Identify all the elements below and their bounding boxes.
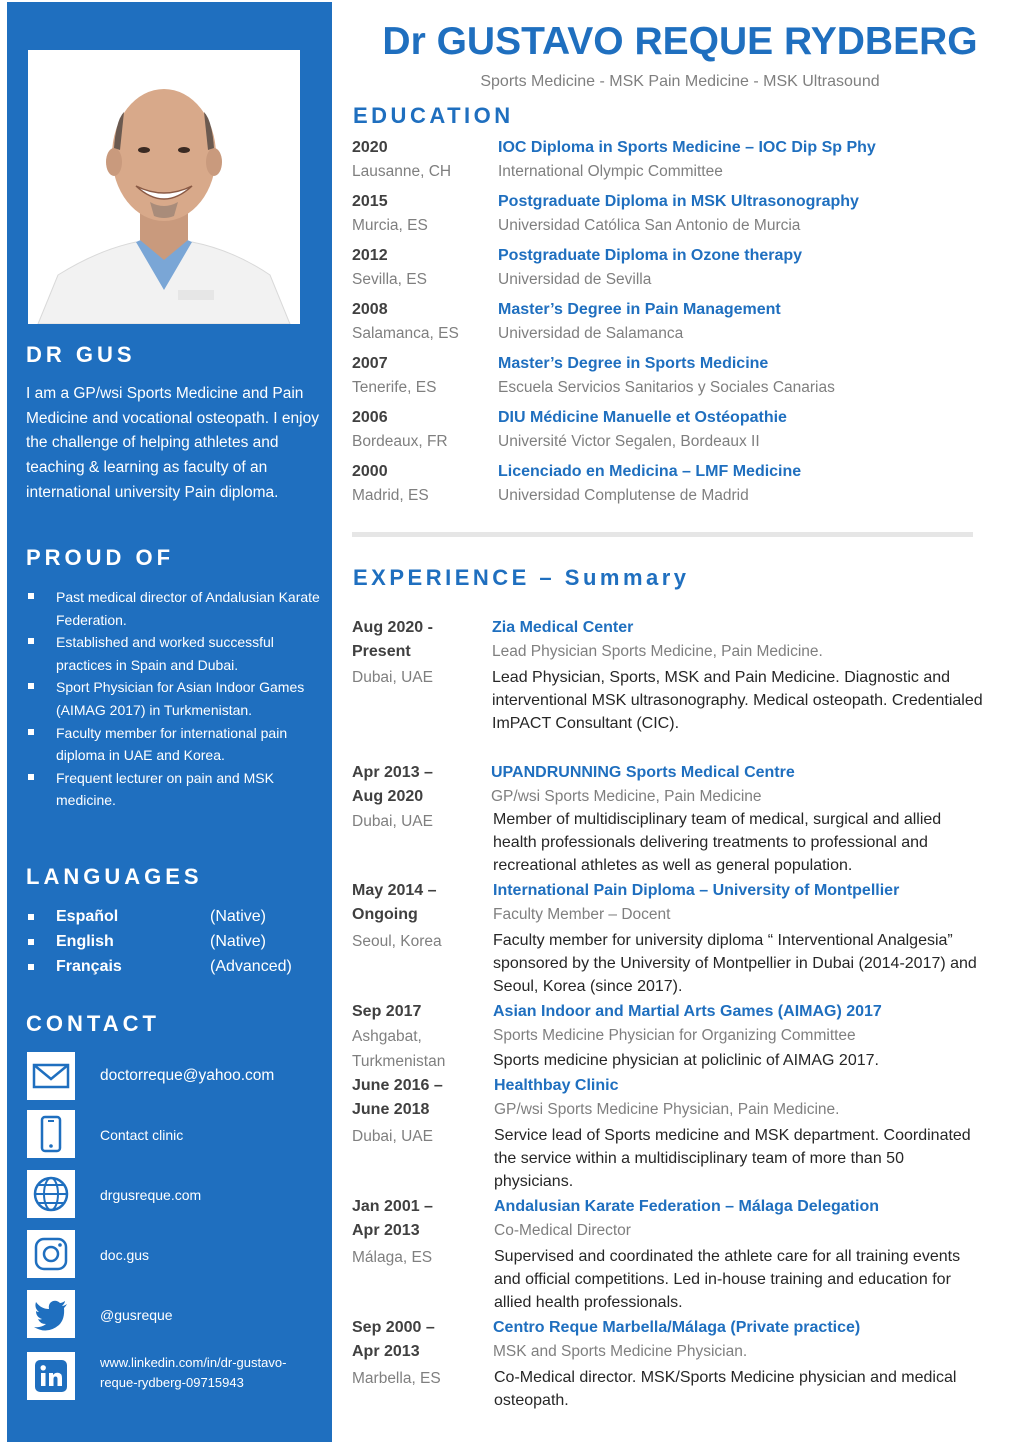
linkedin-url-line2[interactable]: reque-rydberg-09715943 (100, 1375, 244, 1390)
education-item (352, 463, 992, 517)
page-title: Dr GUSTAVO REQUE RYDBERG (382, 20, 978, 63)
experience-date-start: Sep 2000 – (352, 1319, 435, 1336)
experience-date-start: May 2014 – (352, 882, 437, 899)
education-year: 2012 (352, 247, 388, 264)
experience-date-end: Aug 2020 (352, 788, 424, 805)
experience-description: Faculty member for university diploma “ Interventional Analgesia” sponsored by the University of Montpellier in Dubai (2014-2017) and Seoul, Korea (since 2017). (493, 932, 977, 995)
experience-description: Co-Medical director. MSK/Sports Medicine physician and medical osteopath. (494, 1369, 957, 1409)
experience-description: Member of multidisciplinary team of medical, surgical and allied health professionals delivering treatments to professional and recreational athletes as well as general population. (493, 811, 942, 874)
languages-list (26, 905, 326, 980)
language-level: (Advanced) (210, 958, 292, 975)
twitter-handle[interactable]: @gusreque (100, 1307, 173, 1323)
experience-org: Asian Indoor and Martial Arts Games (AIMAG) 2017 (493, 1003, 882, 1020)
proud-item: Faculty member for international pain diploma in UAE and Korea. (26, 722, 326, 767)
education-item (352, 409, 992, 463)
experience-org: UPANDRUNNING Sports Medical Centre (491, 764, 795, 781)
education-institution: Universidad de Sevilla (498, 271, 652, 288)
education-year: 2020 (352, 139, 388, 156)
language-item (26, 930, 326, 955)
experience-org: International Pain Diploma – University of Montpellier (493, 882, 900, 899)
experience-date-start: Aug 2020 - (352, 619, 433, 636)
contact-email[interactable] (27, 1052, 327, 1100)
contact-instagram[interactable] (27, 1230, 327, 1278)
instagram-icon (27, 1230, 75, 1278)
experience-description: Sports medicine physician at policlinic of AIMAG 2017. (493, 1052, 879, 1069)
education-place: Tenerife, ES (352, 379, 437, 396)
globe-icon (27, 1170, 75, 1218)
profile-photo (28, 50, 300, 324)
sidebar (7, 2, 332, 1442)
section-divider (352, 532, 973, 537)
experience-location: Marbella, ES (352, 1370, 441, 1387)
experience-role: Lead Physician Sports Medicine, Pain Medicine. (492, 643, 823, 660)
experience-role: MSK and Sports Medicine Physician. (493, 1343, 748, 1360)
education-year: 2006 (352, 409, 388, 426)
experience-role: GP/wsi Sports Medicine Physician, Pain Medicine. (494, 1101, 840, 1118)
twitter-bird-icon (27, 1290, 75, 1338)
education-place: Sevilla, ES (352, 271, 427, 288)
experience-date-start: Jan 2001 – (352, 1198, 433, 1215)
experience-org: Healthbay Clinic (494, 1077, 619, 1094)
education-year: 2000 (352, 463, 388, 480)
proud-list (26, 586, 326, 812)
contact-phone[interactable] (27, 1110, 327, 1158)
email-link[interactable]: doctorreque@yahoo.com (100, 1067, 275, 1084)
linkedin-icon (27, 1352, 75, 1400)
experience-date-start: Apr 2013 – (352, 764, 433, 781)
education-institution: Université Victor Segalen, Bordeaux II (498, 433, 760, 450)
education-item (352, 355, 992, 409)
education-list (352, 139, 992, 517)
experience-description: Service lead of Sports medicine and MSK department. Coordinated the service within a multidisciplinary team of more than 50 physicians. (494, 1127, 971, 1190)
education-title: IOC Diploma in Sports Medicine – IOC Dip Sp Phy (498, 139, 876, 156)
education-title: DIU Médicine Manuelle et Ostéopathie (498, 409, 787, 426)
proud-heading: PROUD OF (26, 545, 175, 570)
education-title: Postgraduate Diploma in Ozone therapy (498, 247, 803, 264)
experience-date-end: June 2018 (352, 1101, 430, 1118)
contact-twitter[interactable] (27, 1290, 327, 1338)
experience-location: Málaga, ES (352, 1249, 433, 1266)
education-institution: Universidad Complutense de Madrid (498, 487, 749, 504)
education-title: Licenciado en Medicina – LMF Medicine (498, 463, 802, 480)
language-item (26, 955, 326, 980)
education-institution: Universidad de Salamanca (498, 325, 684, 342)
experience-location: Ashgabat, Turkmenistan (352, 1028, 446, 1070)
experience-heading: EXPERIENCE – Summary (353, 565, 690, 590)
contact-web[interactable] (27, 1170, 327, 1218)
experience-role: Co-Medical Director (494, 1222, 631, 1239)
education-item (352, 139, 992, 193)
experience-role: Sports Medicine Physician for Organizing Committee (493, 1027, 856, 1044)
proud-item: Past medical director of Andalusian Karate Federation. (26, 586, 326, 631)
experience-org: Centro Reque Marbella/Málaga (Private practice) (493, 1319, 861, 1336)
education-title: Master’s Degree in Pain Management (498, 301, 781, 318)
experience-location: Dubai, UAE (352, 813, 433, 830)
experience-role: Faculty Member – Docent (493, 906, 671, 923)
language-level: (Native) (210, 933, 267, 950)
experience-date-start: Sep 2017 (352, 1003, 422, 1020)
language-name: Español (56, 908, 119, 925)
phone-icon (27, 1110, 75, 1158)
education-title: Master’s Degree in Sports Medicine (498, 355, 769, 372)
contact-heading: CONTACT (26, 1011, 160, 1036)
language-name: Français (56, 958, 122, 975)
education-place: Lausanne, CH (352, 163, 452, 180)
experience-description: Supervised and coordinated the athlete care for all training events and official competitions. Led in-house training and education for allied health professionals. (494, 1248, 961, 1311)
education-place: Salamanca, ES (352, 325, 459, 342)
education-item (352, 247, 992, 301)
experience-date-end: Apr 2013 (352, 1222, 420, 1239)
language-item (26, 905, 326, 930)
education-institution: Universidad Católica San Antonio de Murcia (498, 217, 801, 234)
experience-location: Seoul, Korea (352, 933, 442, 950)
experience-date-end: Present (352, 643, 411, 660)
doctor-portrait-image (28, 50, 300, 324)
education-place: Madrid, ES (352, 487, 429, 504)
contact-linkedin[interactable] (27, 1352, 327, 1400)
experience-description: Lead Physician, Sports, MSK and Pain Medicine. Diagnostic and interventional MSK ultrasonography. Medical osteopath. Credentialed ImPACT Consultant (CIC). (492, 669, 983, 732)
about-heading: DR GUS (26, 342, 136, 367)
education-item (352, 193, 992, 247)
proud-item: Sport Physician for Asian Indoor Games (AIMAG 2017) in Turkmenistan. (26, 676, 326, 721)
education-place: Bordeaux, FR (352, 433, 448, 450)
experience-location: Dubai, UAE (352, 1128, 433, 1145)
experience-org: Zia Medical Center (492, 619, 634, 636)
experience-org: Andalusian Karate Federation – Málaga Delegation (494, 1198, 879, 1215)
education-place: Murcia, ES (352, 217, 428, 234)
website-link[interactable]: drgusreque.com (100, 1187, 202, 1203)
education-institution: Escuela Servicios Sanitarios y Sociales Canarias (498, 379, 835, 396)
proud-item: Established and worked successful practices in Spain and Dubai. (26, 631, 326, 676)
instagram-handle[interactable]: doc.gus (100, 1247, 150, 1263)
education-institution: International Olympic Committee (498, 163, 723, 180)
education-title: Postgraduate Diploma in MSK Ultrasonography (498, 193, 859, 210)
proud-item: Frequent lecturer on pain and MSK medicine. (26, 767, 326, 812)
email-icon (27, 1052, 75, 1100)
linkedin-url-line1[interactable]: www.linkedin.com/in/dr-gustavo- (100, 1355, 287, 1370)
experience-date-end: Ongoing (352, 906, 418, 923)
experience-role: GP/wsi Sports Medicine, Pain Medicine (491, 788, 762, 805)
experience-date-end: Apr 2013 (352, 1343, 420, 1360)
education-heading: EDUCATION (353, 103, 514, 128)
phone-text[interactable]: Contact clinic (100, 1127, 184, 1143)
education-year: 2008 (352, 301, 388, 318)
languages-heading: LANGUAGES (26, 864, 203, 889)
education-year: 2007 (352, 355, 388, 372)
page-subtitle: Sports Medicine - MSK Pain Medicine - MSK Ultrasound (480, 73, 880, 90)
language-level: (Native) (210, 908, 267, 925)
experience-date-start: June 2016 – (352, 1077, 443, 1094)
experience-location: Dubai, UAE (352, 669, 433, 686)
education-item (352, 301, 992, 355)
language-name: English (56, 933, 114, 950)
education-year: 2015 (352, 193, 388, 210)
bio-text: I am a GP/wsi Sports Medicine and Pain Medicine and vocational osteopath. I enjoy the challenge of helping athletes and teaching & learning as faculty of an international university Pain diploma. (26, 385, 319, 501)
